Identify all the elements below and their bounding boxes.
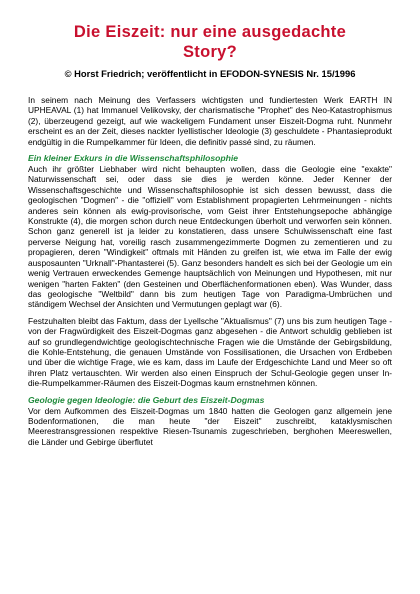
section-heading-geologie-gegen-ideologie: Geologie gegen Ideologie: die Geburt des Eiszeit-Dogmas <box>28 394 265 405</box>
paragraph-geologie-dogmen: Auch ihr größter Liebhaber wird nicht behaupten wollen, dass die Geologie eine "exakte" Naturwissenschaft sei, oder dass sie dies je werden könne. Jeder Kenner der Wissenschaftsgeschichte und Wissenschaftsphilosophie ist sich dessen bewusst, dass die geologischen "Dogmen" - die "offiziell" vom Establishment propagierten Lehrmeinungen - nichts anderes sein können als ewig-provisorische, vom Geist ihrer Entstehungsepoche abhängige Konstrukte (4), die morgen schon durch neue Entdeckungen überholt und verworfen sein können. Schon ganz generell ist ja leider zu konstatieren, dass unsere Schulwissenschaft eine fast perverse Neigung hat, voreilig rasch zusammengezimmerte Dogmen zu zementieren und zu propagieren, deren "Windigkeit" oftmals mit Händen zu greifen ist, wie etwa im Falle der ewig ausposaunten "Urknall"-Phantasterei (5). Ganz besonders handelt es sich bei der Geologie um ein wenig Vertrauen erweckendes Gemenge hauptsächlich von Meinungen und Hypothesen, mit nur wenigen "harten Fakten" (den Gesteinen und Oberflächenformationen eben). Was Wunder, dass das geologische "Weltbild" dann bis zum heutigen Tage von Paradigma-Umbrüchen und ständigem Wechsel der Ansichten und Vermutungen geplagt war (6). <box>28 164 392 310</box>
section-heading-wissenschaftsphilosophie: Ein kleiner Exkurs in die Wissenschaftsphilosophie <box>28 153 239 164</box>
title-line-2: Story? <box>182 43 238 61</box>
paragraph-eiszeit-dogma-geburt: Vor dem Aufkommen des Eiszeit-Dogmas um 1840 hatten die Geologen ganz allgemein jene Bodenformationen, die man heute "der Eiszeit" zuschreibt, kataklysmischen Meerestransgressionen respektive Riesen-Tsunamis zugeschrieben, berghohen Meereswellen, die Länder und Gebirge überflutet <box>28 405 392 447</box>
paragraph-aktualismus: Festzuhalten bleibt das Faktum, dass der Lyellsche "Aktualismus" (7) uns bis zum heutigen Tage - von der Fragwürdigkeit des Eiszeit-Dogmas ganz abgesehen - die Antwort schuldig geblieben ist auf so grundlegendwichtige geologischtechnische Fragen wie die Umstände der Gebirgsbildung, die Kohle-Entstehung, die genauen Umstände von Fossilisationen, die Ursachen von Erdbeben und über die wichtige Frage, wie es kam, dass im Laufe der Erdgeschichte Land und Meer so oft ihren Platz vertauschten. Wir werden also einen Einspruch der Schul-Geologie gegen unser In-die-Rumpelkammer-Räumen des Eiszeit-Dogmas kaum ernstnehmen können. <box>28 315 392 389</box>
byline: © Horst Friedrich; veröffentlicht in EFODON-SYNESIS Nr. 15/1996 <box>64 68 356 79</box>
article-body <box>28 95 392 447</box>
page-title <box>0 22 420 62</box>
intro-paragraph: In seinem nach Meinung des Verfassers wichtigsten und fundiertesten Werk EARTH IN UPHEAVAL (1) hat Immanuel Velikovsky, der charismatische "Prophet" des Neo-Katastrophismus (2), überzeugend gezeigt, auf wie wackeligem Fundament unser Eiszeit-Dogma ruht. Nunmehr erscheint es an der Zeit, dieses nackter Iyellistischer Ideologie (3) geschuldete - Phantasieprodukt endgültig in die Rumpelkammer für Ideen, die definitiv passé sind, zu räumen. <box>28 95 392 147</box>
title-line-1: Die Eiszeit: nur eine ausgedachte <box>73 23 347 41</box>
